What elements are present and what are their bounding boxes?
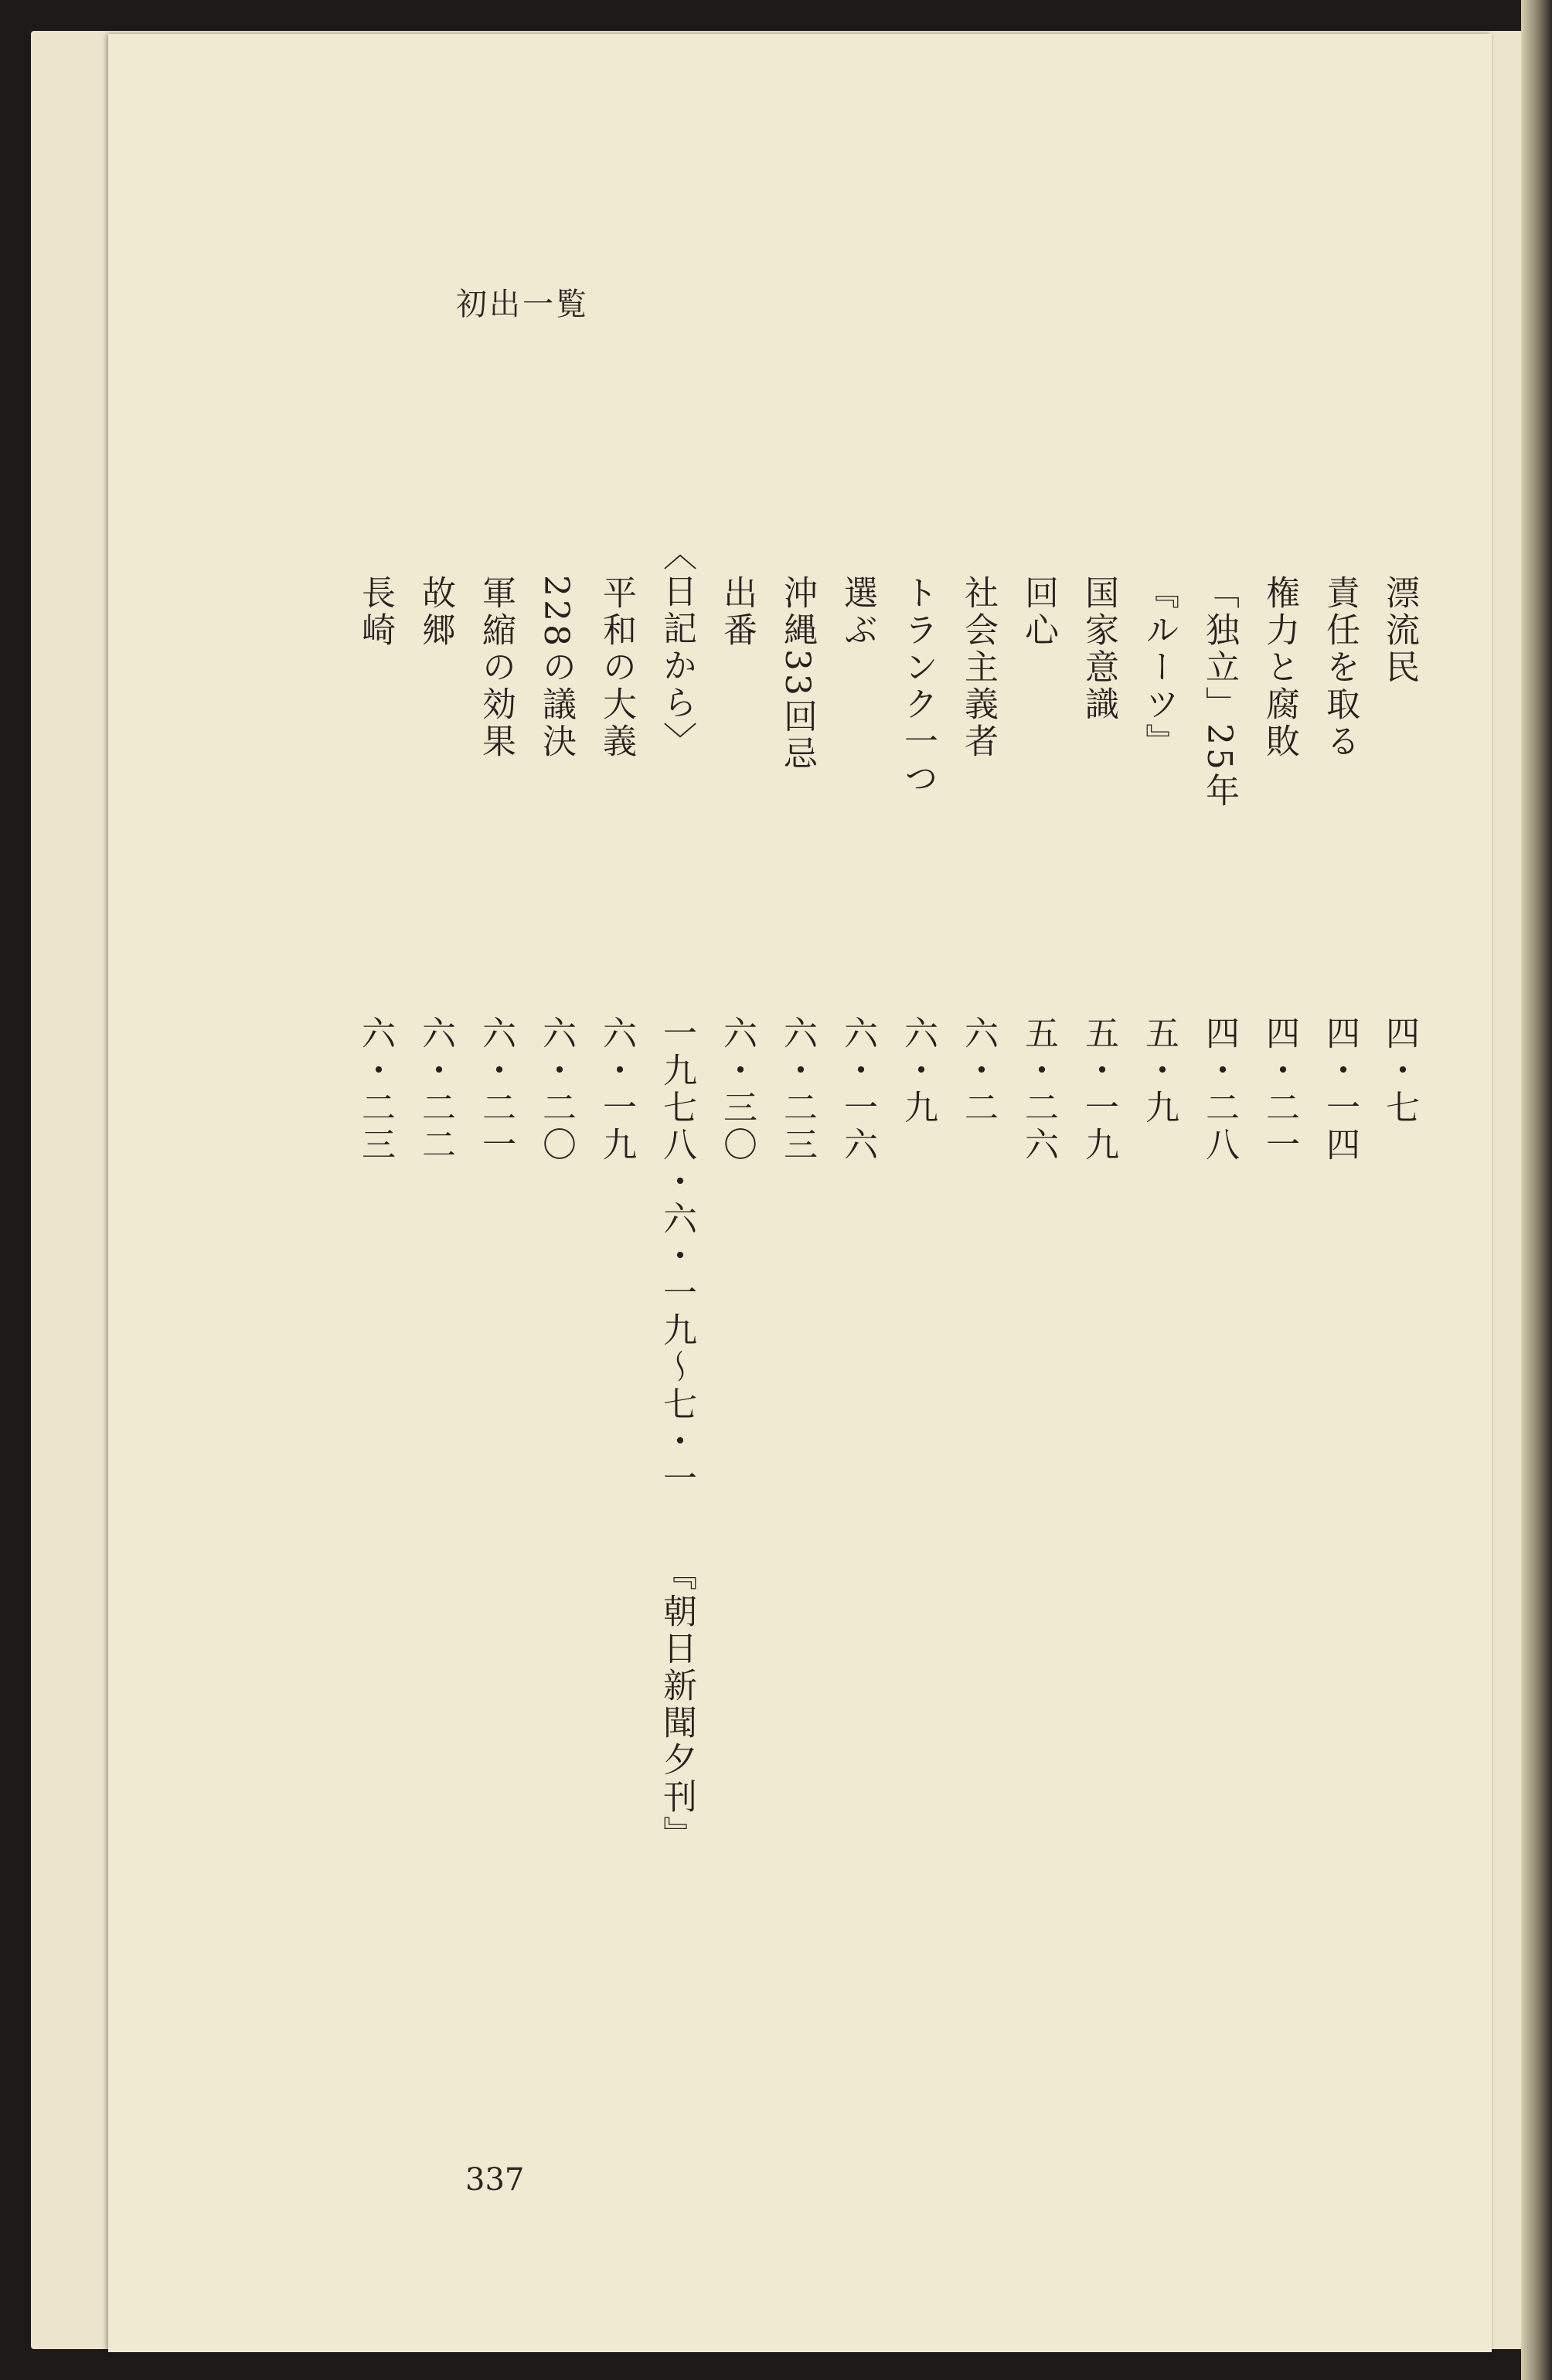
entry-title: 長崎 [356, 575, 395, 649]
entry-title: 選ぶ [838, 575, 877, 649]
entry-date: 四・七 [1380, 1015, 1419, 1127]
entry-date: 六・二 [958, 1015, 998, 1127]
entry-title: 平和の大義 [597, 575, 636, 760]
entry-date: 六・三〇 [717, 1015, 757, 1164]
entry-title: トランク一つ [898, 575, 938, 797]
entry-date: 六・二〇 [536, 1015, 576, 1164]
entry-title: 故郷 [416, 575, 455, 649]
entry-date: 六・二三 [356, 1015, 395, 1164]
entry-title: 沖縄33回忌 [778, 575, 817, 773]
entry-title: 回心 [1019, 575, 1058, 649]
entry-date: 一九七八・六・一九〜七・一 [657, 1015, 696, 1498]
entry-date: 五・一九 [1079, 1015, 1118, 1164]
entry-date: 四・二一 [1260, 1015, 1299, 1164]
entry-title: 軍縮の効果 [476, 575, 516, 760]
entry-title: 漂流民 [1380, 575, 1419, 686]
entry-title: 『ルーツ』 [1139, 575, 1179, 760]
entry-date: 四・一四 [1320, 1015, 1360, 1164]
book-page [108, 34, 1492, 2352]
entry-date: 六・一九 [597, 1015, 636, 1164]
book-spine-edge [1521, 0, 1552, 2380]
entry-title: 〈日記から〉 [657, 536, 696, 759]
entry-date: 六・九 [898, 1015, 938, 1127]
entry-source: 『朝日新聞夕刊』 [657, 1556, 696, 1853]
entry-date: 六・二一 [476, 1015, 516, 1164]
toc-list [108, 34, 1492, 2352]
page-title: 初出一覧 [456, 287, 589, 322]
entry-date: 五・九 [1139, 1015, 1179, 1127]
page-number: 337 [465, 2162, 525, 2198]
entry-title: 「独立」25年 [1200, 575, 1239, 810]
entry-title: 出番 [717, 575, 757, 649]
entry-date: 六・一六 [838, 1015, 877, 1164]
entry-date: 五・二六 [1019, 1015, 1058, 1164]
entry-date: 六・二二 [416, 1015, 455, 1164]
entry-title: 社会主義者 [958, 575, 998, 760]
entry-title: 責任を取る [1320, 575, 1360, 760]
entry-date: 六・二三 [778, 1015, 817, 1164]
entry-title: 国家意識 [1079, 575, 1118, 723]
entry-title: 228の議決 [536, 575, 576, 760]
entry-title: 権力と腐敗 [1260, 575, 1299, 760]
entry-date: 四・二八 [1200, 1015, 1239, 1164]
